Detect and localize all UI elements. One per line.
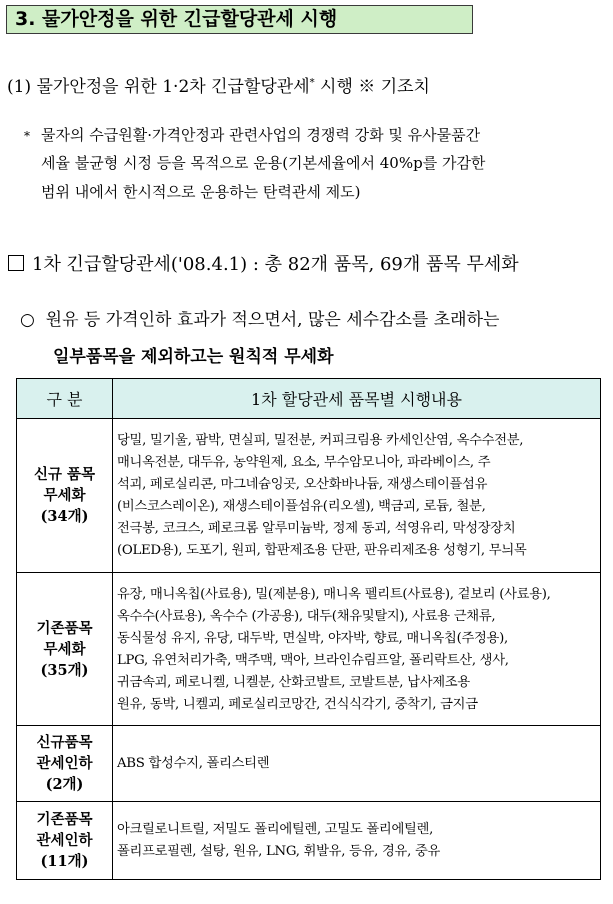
item-line: 전극봉, 코크스, 페로크롬 알루미늄박, 정제 동괴, 석영유리, 막성장장치 (117, 521, 516, 536)
row-category (17, 419, 113, 573)
table-header-row (17, 379, 601, 419)
item-line: 폴리프로필렌, 설탕, 원유, LNG, 휘발유, 등유, 경유, 중유 (117, 844, 441, 859)
category-count: (11개) (40, 853, 89, 870)
note-line-3: 범위 내에서 한시적으로 운용하는 탄력관세 제도) (41, 183, 361, 201)
checkbox-square-icon (8, 255, 24, 271)
row-category (17, 802, 113, 880)
item-line: (비스코스레이온), 재생스테이플섬유(리오셀), 백금괴, 로듐, 철분, (117, 499, 486, 514)
heading-tail: 시행 ※ 기조치 (314, 77, 430, 97)
item-line: 석괴, 페로실리콘, 마그네슘잉곳, 오산화바나듐, 재생스테이플섬유 (117, 477, 488, 492)
footnote-marker: * (309, 77, 315, 89)
table-row (17, 573, 601, 726)
category-line-2: 무세화 (43, 487, 86, 504)
item-line: 매니옥전분, 대두유, 농약원제, 요소, 무수암모니아, 파라베이스, 주 (117, 455, 491, 470)
section-title: 3. 물가안정을 위한 긴급할당관세 시행 (6, 5, 473, 34)
section-first-tariff-text: 1차 긴급할당관세('08.4.1) : 총 82개 품목, 69개 품목 무세화 (32, 254, 519, 275)
item-line: (OLED용), 도포기, 원피, 합판제조용 단판, 판유리제조용 성형기, 무늬목 (117, 543, 527, 558)
category-line-2: 관세인하 (36, 755, 93, 772)
note-line-1: 물자의 수급원활·가격안정과 관련사업의 경쟁력 강화 및 유사물품간 (41, 126, 481, 144)
row-category (17, 573, 113, 726)
category-line-2: 무세화 (43, 640, 86, 658)
row-category (17, 726, 113, 802)
item-line: 당밀, 밀기울, 팜박, 면실피, 밀전분, 커피크림용 카세인산염, 옥수수전분, (117, 433, 524, 448)
category-count: (34개) (40, 508, 89, 525)
heading-emergency-tariff (7, 72, 430, 97)
table-row (17, 419, 601, 573)
heading-text: (1) 물가안정을 위한 1·2차 긴급할당관세 (7, 77, 310, 97)
note-line-2: 세율 불균형 시정 등을 목적으로 운용(기본세율에서 40%p를 가감한 (41, 154, 486, 172)
row-items (113, 726, 601, 802)
tariff-items-table (16, 378, 601, 880)
table-row (17, 802, 601, 880)
item-line: 원유, 동박, 니켈괴, 페로실리코망간, 건식식각기, 중착기, 금지금 (117, 696, 478, 712)
bullet-line-2: 일부품목을 제외하고는 원칙적 무세화 (53, 347, 334, 367)
category-count: (2개) (45, 776, 84, 793)
row-items (113, 802, 601, 880)
item-line: 아크릴로니트릴, 저밀도 폴리에틸렌, 고밀도 폴리에틸렌, (117, 822, 434, 837)
category-line-1: 기존품목 (36, 811, 93, 828)
row-items (113, 419, 601, 573)
item-line: 귀금속괴, 페로니켈, 니켈분, 산화코발트, 코발트분, 납사제조용 (117, 674, 470, 690)
item-line: ABS 합성수지, 폴리스티렌 (117, 756, 270, 771)
category-line-1: 신규 품목 (33, 466, 96, 483)
row-items (113, 573, 601, 726)
item-line: 유장, 매니옥칩(사료용), 밀(제분용), 매니옥 펠리트(사료용), 겉보리 (사료용), (117, 586, 551, 602)
bullet-text-1: 원유 등 가격인하 효과가 적으면서, 많은 세수감소를 초래하는 (45, 310, 500, 330)
section-first-tariff (8, 250, 519, 276)
item-line: 동식물성 유지, 유당, 대두박, 면실박, 야자박, 향료, 매니옥칩(주정용), (117, 630, 508, 646)
item-line: LPG, 유연처리가축, 맥주맥, 맥아, 브라인슈림프알, 폴리락트산, 생사, (117, 652, 509, 668)
table-row (17, 726, 601, 802)
category-count: (35개) (40, 661, 89, 679)
category-line-1: 신규품목 (36, 734, 93, 751)
bullet-line-1 (20, 305, 499, 330)
header-contents: 1차 할당관세 품목별 시행내용 (113, 379, 601, 419)
category-line-1: 기존품목 (36, 619, 93, 637)
circle-bullet-icon: ○ (20, 310, 35, 330)
item-line: 옥수수(사료용), 옥수수 (가공용), 대두(채유및탈지), 사료용 근채류, (117, 608, 496, 624)
header-category: 구 분 (17, 379, 113, 419)
category-line-2: 관세인하 (36, 832, 93, 849)
note-star: * (24, 129, 30, 143)
